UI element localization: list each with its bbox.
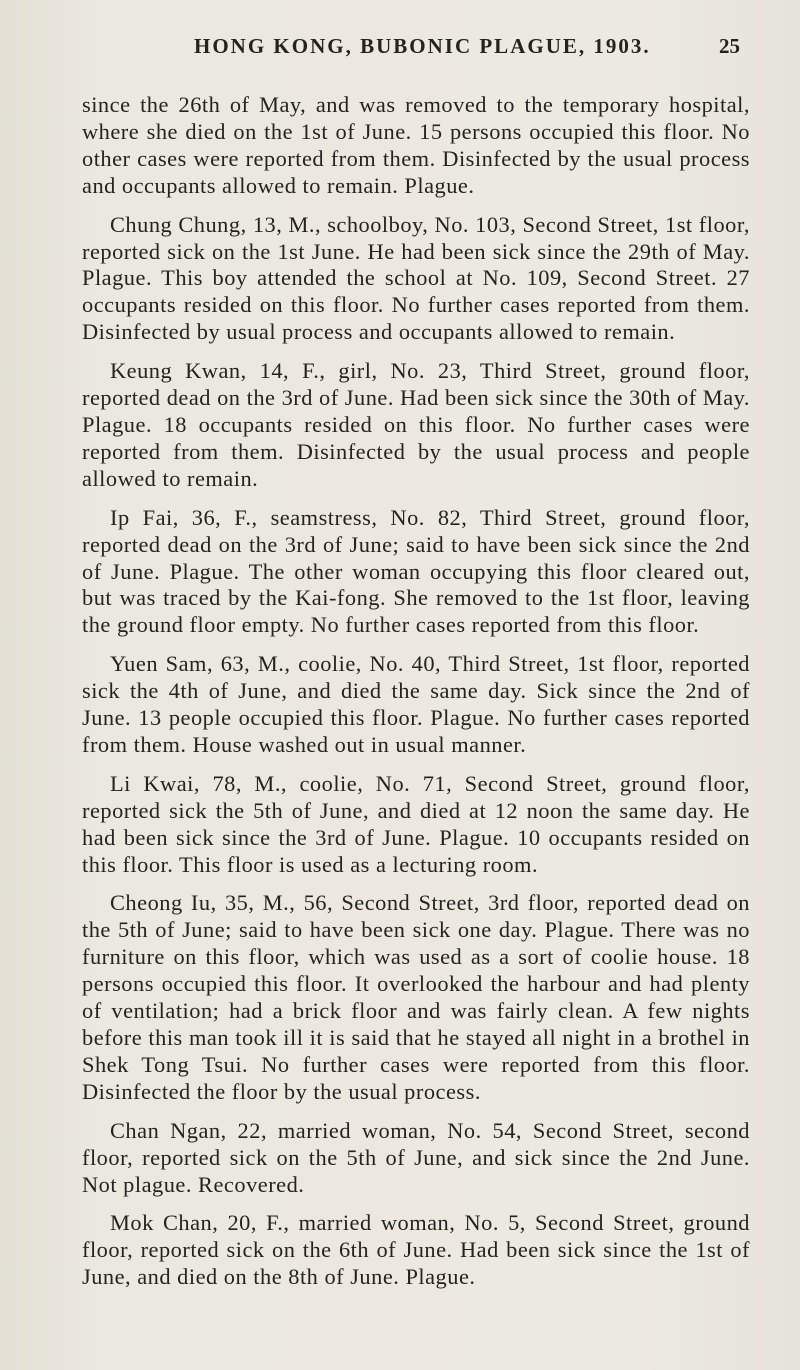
paragraph-chan-ngan: Chan Ngan, 22, married woman, No. 54, Second Street, second floor, reported sick on the 5th of June, and sick since the 2nd June. Not plague. Recovered.	[82, 1117, 750, 1197]
paragraph-ip-fai: Ip Fai, 36, F., seamstress, No. 82, Third Street, ground floor, reported dead on the 3rd of June; said to have been sick since the 2nd of June. Plague. The other woman occupying this floor cleared out, but was traced by the Kai-fong. She removed to the 1st floor, leaving the ground floor empty. No further cases reported from this floor.	[82, 504, 750, 638]
paragraph-mok-chan: Mok Chan, 20, F., married woman, No. 5, Second Street, ground floor, reported sick on the 6th of June. Had been sick since the 1st of June, and died on the 8th of June. Plague.	[82, 1210, 750, 1290]
paragraph-cheong-iu: Cheong Iu, 35, M., 56, Second Street, 3rd floor, reported dead on the 5th of June; said to have been sick one day. Plague. There was no furniture on this floor, which was used as a sort of coolie house. 18 persons occupied this floor. It overlooked the harbour and had plenty of ventilation; had a brick floor and was fairly clean. A few nights before this man took ill it is said that he stayed all night in a brothel in Shek Tong Tsui. No further cases were reported from this floor. Disinfected the floor by the usual process.	[82, 890, 750, 1104]
running-header	[82, 34, 748, 62]
paragraph-keung-kwan: Keung Kwan, 14, F., girl, No. 23, Third Street, ground floor, reported dead on the 3rd of June. Had been sick since the 30th of May. Plague. 18 occupants resided on this floor. No further cases were reported from them. Disinfected by the usual process and people allowed to remain.	[82, 358, 750, 491]
paragraph-chung-chung: Chung Chung, 13, M., schoolboy, No. 103, Second Street, 1st floor, reported sick on the 1st June. He had been sick since the 29th of May. Plague. This boy attended the school at No. 109, Second Street. 27 occupants resided on this floor. No further cases reported from them. Disinfected by usual process and occupants allowed to remain.	[82, 211, 750, 345]
paragraph-li-kwai: Li Kwai, 78, M., coolie, No. 71, Second Street, ground floor, reported sick the 5th of June, and died at 12 noon the same day. He had been sick since the 3rd of June. Plague. 10 occupants resided on this floor. This floor is used as a lecturing room.	[82, 770, 750, 877]
page-number: 25	[719, 34, 740, 58]
paragraph-continuation: since the 26th of May, and was removed to the temporary hospital, where she died on the 1st of June. 15 persons occupied this floor. No other cases were reported from them. Disinfected by the usual process and occupants allowed to remain. Plague.	[82, 92, 750, 198]
header-title: HONG KONG, BUBONIC PLAGUE, 1903.	[194, 34, 651, 58]
body-text	[82, 92, 750, 1303]
paragraph-yuen-sam: Yuen Sam, 63, M., coolie, No. 40, Third Street, 1st floor, reported sick the 4th of June, and died the same day. Sick since the 2nd of June. 13 people occupied this floor. Plague. No further cases reported from them. House washed out in usual manner.	[82, 651, 750, 757]
